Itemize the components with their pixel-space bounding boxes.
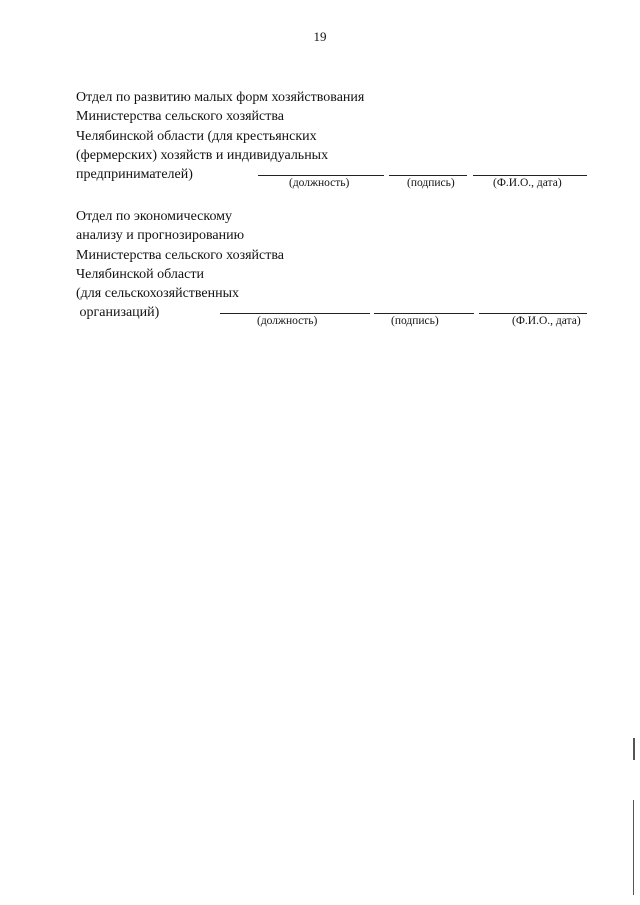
department-line: анализу и прогнозированию <box>76 228 245 244</box>
name-date-signature-line <box>473 175 587 176</box>
scan-edge-mark <box>633 738 635 760</box>
department-line: Отдел по развитию малых форм хозяйствования <box>76 90 365 105</box>
department-line: предпринимателей) <box>76 167 193 183</box>
signature-caption: (подпись) <box>407 177 455 189</box>
page-number: 19 <box>313 29 327 44</box>
department-line: Челябинской области <box>76 266 204 282</box>
position-caption: (должность) <box>289 177 350 189</box>
department-block-2 <box>76 207 284 323</box>
position-signature-line <box>258 175 384 176</box>
signature-caption: (подпись) <box>391 315 439 327</box>
signature-line <box>389 175 467 176</box>
scan-edge-mark <box>633 800 634 895</box>
signature-line <box>374 313 474 314</box>
department-line: Министерства сельского хозяйства <box>76 247 285 263</box>
department-line: Отдел по экономическому <box>76 209 233 224</box>
name-date-caption: (Ф.И.О., дата) <box>512 315 581 327</box>
department-line: (фермерских) хозяйств и индивидуальных <box>76 147 329 163</box>
department-line: организаций) <box>76 305 160 321</box>
department-line: (для сельскохозяйственных <box>76 286 240 302</box>
name-date-signature-line <box>479 313 587 314</box>
department-line: Челябинской области (для крестьянских <box>76 128 317 144</box>
department-block-1 <box>76 88 364 184</box>
department-line: Министерства сельского хозяйства <box>76 109 285 125</box>
name-date-caption: (Ф.И.О., дата) <box>493 177 562 189</box>
position-signature-line <box>220 313 370 314</box>
position-caption: (должность) <box>257 315 318 327</box>
